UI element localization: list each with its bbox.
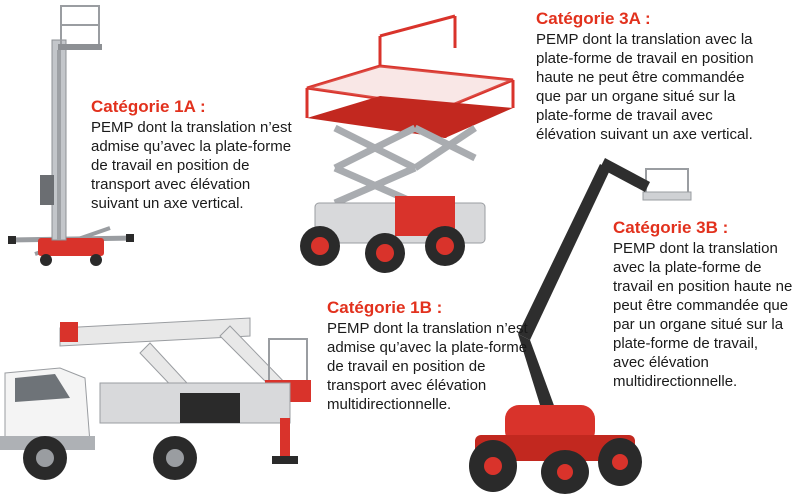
category-1b-title: Catégorie 1B : <box>327 298 443 317</box>
category-1b-block <box>327 297 547 414</box>
category-3a-block <box>536 8 768 144</box>
truck-mounted-lift-icon <box>0 298 320 498</box>
category-3b-block <box>613 217 793 391</box>
category-3b-title: Catégorie 3B : <box>613 218 729 237</box>
category-3b-description: PEMP dont la translation avec la plate-forme de travail en position haute ne peut être commandée que par un organe situé sur la plate-forme de travail, avec élévation multidirectionnelle. <box>613 240 793 390</box>
category-1a-title: Catégorie 1A : <box>91 97 206 116</box>
category-3a-description: PEMP dont la translation avec la plate-forme de travail en position haute ne peut être commandée que par un organe situé sur la plate-forme de travail avec élévation suivant un axe vertical. <box>536 31 754 143</box>
category-1a-block <box>91 96 301 213</box>
category-3a-title: Catégorie 3A : <box>536 9 651 28</box>
category-1a-description: PEMP dont la translation n’est admise qu’avec la plate-forme de travail en position de transport avec élévation suivant un axe vertical. <box>91 119 292 212</box>
category-1b-description: PEMP dont la translation n’est admise qu’avec la plate-forme de travail en position de transport avec élévation multidirectionnelle. <box>327 320 528 413</box>
